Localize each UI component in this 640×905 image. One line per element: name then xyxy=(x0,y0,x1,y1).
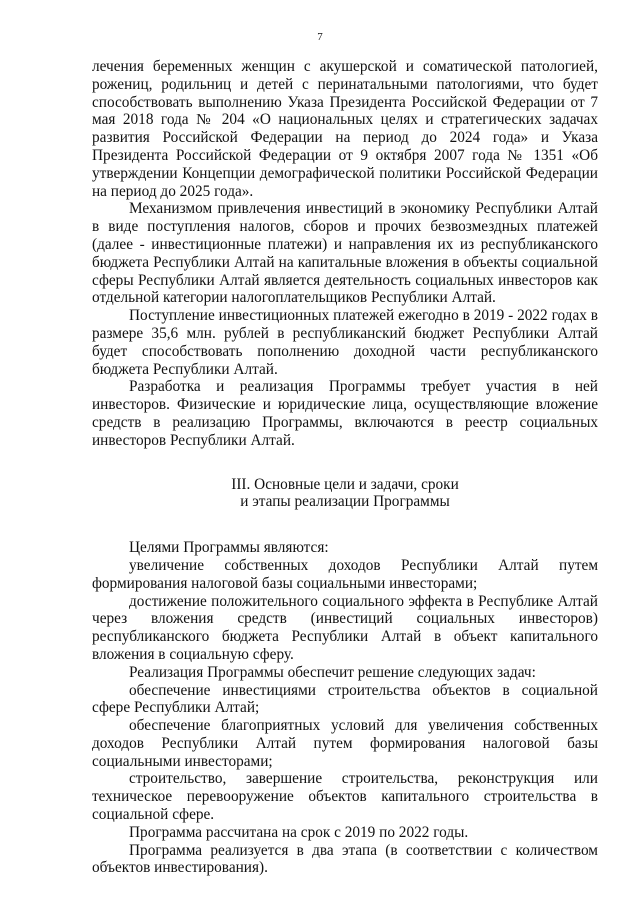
paragraph-group-before-heading xyxy=(92,58,598,450)
paragraph-stages: Программа реализуется в два этапа (в соответствии с количеством объектов инвестирования). xyxy=(92,841,598,877)
paragraph-task-1: обеспечение инвестициями строительства объектов в социальной сфере Республики Алтай; xyxy=(92,681,598,717)
paragraph-continuation: лечения беременных женщин с акушерской и соматической патологией, рожениц, родильниц и детей с перинатальными патологиями, что будет способствовать выполнению Указа Президента Российской Федерации от 7 мая 2018 года № 204 «О национальных целях и стратегических задачах развития Российской Федерации на период до 2024 года» и Указа Президента Российской Федерации от 9 октября 2007 года № 1351 «Об утверждении Концепции демографической политики Российской Федерации на период до 2025 года». xyxy=(92,58,598,200)
page-number: 7 xyxy=(317,31,323,43)
section-heading-line-2: и этапы реализации Программы xyxy=(240,493,450,511)
paragraph-goals-intro: Целями Программы являются: xyxy=(129,539,329,557)
paragraph-term: Программа рассчитана на срок с 2019 по 2022 годы. xyxy=(129,823,469,841)
paragraph-goal-1: увеличение собственных доходов Республики Алтай путем формирования налоговой базы социальными инвесторами; xyxy=(92,556,598,592)
paragraph-goal-2: достижение положительного социального эффекта в Республике Алтай через вложения средств (инвестиций социальных инвесторов) республиканского бюджета Республики Алтай в объект капитального вложения в социальную сферу. xyxy=(92,592,598,663)
paragraph-group-after-heading xyxy=(92,539,598,877)
document-body xyxy=(92,58,598,877)
paragraph-task-3: строительство, завершение строительства, реконструкция или техническое перевооружение объектов капитального строительства в социальной сфере. xyxy=(92,770,598,824)
paragraph-mechanism: Механизмом привлечения инвестиций в экономику Республики Алтай в виде поступления налогов, сборов и прочих безвозмездных платежей (далее - инвестиционные платежи) и направления их из республиканского бюджета Республики Алтай на капитальные вложения в объекты социальной сферы Республики Алтай является деятельность социальных инвесторов как отдельной категории налогоплательщиков Республики Алтай. xyxy=(92,200,598,307)
section-heading-line-1: III. Основные цели и задачи, сроки xyxy=(231,475,459,493)
paragraph-development: Разработка и реализация Программы требует участия в ней инвесторов. Физические и юридические лица, осуществляющие вложение средств в реализацию Программы, включаются в реестр социальных инвесторов Республики Алтай. xyxy=(92,378,598,449)
paragraph-receipts: Поступление инвестиционных платежей ежегодно в 2019 - 2022 годах в размере 35,6 млн. рублей в республиканский бюджет Республики Алтай будет способствовать пополнению доходной части республиканского бюджета Республики Алтай. xyxy=(92,307,598,378)
section-heading xyxy=(92,476,598,512)
paragraph-tasks-intro: Реализация Программы обеспечит решение следующих задач: xyxy=(129,663,536,681)
paragraph-task-2: обеспечение благоприятных условий для увеличения собственных доходов Республики Алтай путем формирования налоговой базы социальными инвесторами; xyxy=(92,717,598,770)
